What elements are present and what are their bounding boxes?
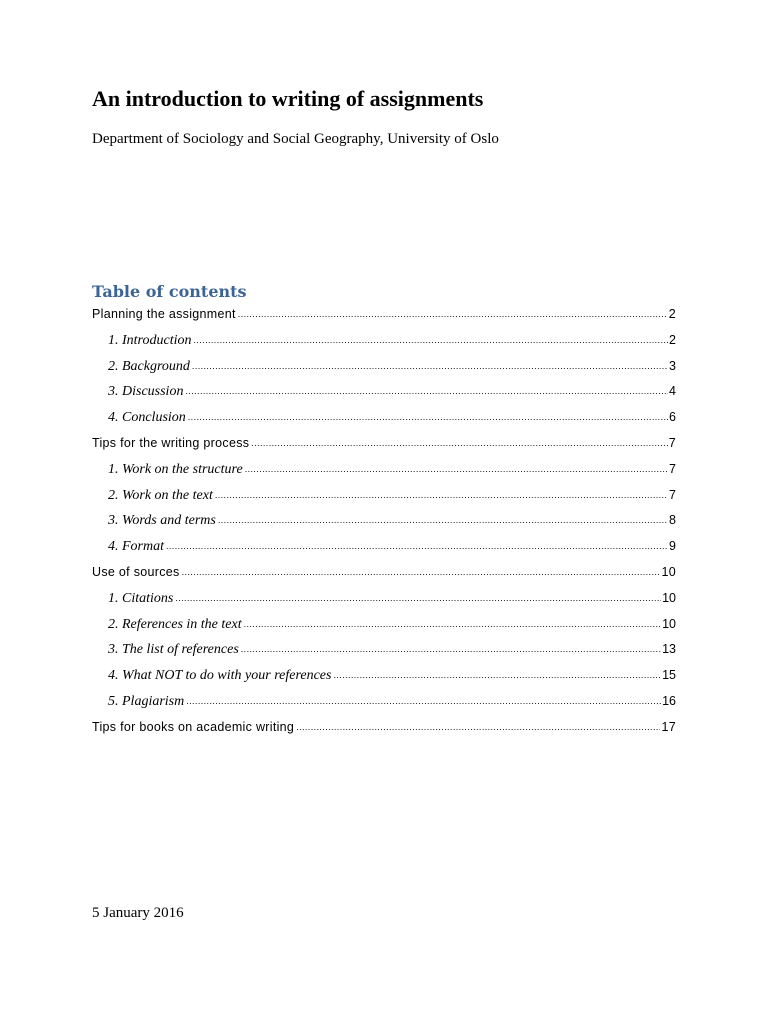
toc-entry[interactable] <box>92 457 676 483</box>
toc-entry-label: 3. Words and terms <box>108 513 216 529</box>
toc-entry-label: Use of sources <box>92 564 180 579</box>
toc-entry-label: 2. References in the text <box>108 616 242 632</box>
toc-page-number: 16 <box>662 693 676 708</box>
toc-entry[interactable] <box>92 612 676 638</box>
toc-entry-label: 2. Work on the text <box>108 487 213 503</box>
toc-page-number: 10 <box>662 616 676 631</box>
toc-page-number: 3 <box>669 358 676 373</box>
toc-entry-label: 1. Work on the structure <box>108 461 243 477</box>
toc-entry[interactable] <box>92 534 676 560</box>
toc-page-number: 10 <box>662 590 676 605</box>
toc-entry-label: Tips for books on academic writing <box>92 719 295 734</box>
toc-dot-leader <box>186 689 661 715</box>
toc-dot-leader <box>218 508 668 534</box>
toc-entry[interactable] <box>92 431 676 457</box>
toc-page-number: 13 <box>662 642 676 657</box>
toc-dot-leader <box>193 328 668 354</box>
toc-entry-label: 4. Format <box>108 539 164 555</box>
toc-entry[interactable] <box>92 560 676 586</box>
toc-dot-leader <box>188 405 668 431</box>
toc-page-number: 17 <box>661 719 676 734</box>
toc-dot-leader <box>251 431 667 457</box>
document-title: An introduction to writing of assignments <box>92 86 484 111</box>
toc-entry-label: 5. Plagiarism <box>108 693 185 709</box>
toc-entry-label: 3. The list of references <box>108 642 239 658</box>
toc-entry[interactable] <box>92 328 676 354</box>
toc-entry-label: 2. Background <box>108 358 190 374</box>
toc-page-number: 6 <box>669 410 676 425</box>
toc-entry[interactable] <box>92 302 676 328</box>
toc-entry[interactable] <box>92 663 676 689</box>
toc-dot-leader <box>238 302 668 328</box>
toc-heading: Table of contents <box>92 282 247 301</box>
toc-page-number: 7 <box>669 487 676 502</box>
toc-entry-label: 3. Discussion <box>108 384 184 400</box>
toc-dot-leader <box>241 637 661 663</box>
toc-entry[interactable] <box>92 354 676 380</box>
toc-entry-label: 4. Conclusion <box>108 410 186 426</box>
toc-dot-leader <box>296 715 660 741</box>
toc-entry[interactable] <box>92 637 676 663</box>
toc-entry[interactable] <box>92 508 676 534</box>
toc-entry[interactable] <box>92 689 676 715</box>
toc-dot-leader <box>182 560 661 586</box>
toc-dot-leader <box>244 612 662 638</box>
toc-dot-leader <box>166 534 668 560</box>
toc-page-number: 2 <box>668 307 676 321</box>
toc-entry-label: Planning the assignment <box>92 307 236 321</box>
toc-dot-leader <box>245 457 668 483</box>
toc-page-number: 8 <box>669 513 676 528</box>
toc-page-number: 4 <box>669 384 676 399</box>
toc-dot-leader <box>333 663 661 689</box>
toc-page-number: 10 <box>661 564 676 579</box>
toc-page-number: 9 <box>669 539 676 554</box>
toc-entry[interactable] <box>92 586 676 612</box>
toc-entry[interactable] <box>92 379 676 405</box>
toc-dot-leader <box>192 354 668 380</box>
toc-entry-label: Tips for the writing process <box>92 435 250 450</box>
toc-entry-label: 1. Citations <box>108 590 174 606</box>
toc-page-number: 15 <box>662 668 676 683</box>
toc-entry-label: 1. Introduction <box>108 332 192 348</box>
toc-page-number: 7 <box>669 461 676 476</box>
toc-page-number: 7 <box>668 435 676 450</box>
toc-page-number: 2 <box>669 332 676 347</box>
document-date: 5 January 2016 <box>92 905 184 921</box>
toc-entry-label: 4. What NOT to do with your references <box>108 668 332 684</box>
toc-entry[interactable] <box>92 405 676 431</box>
document-subtitle: Department of Sociology and Social Geography, University of Oslo <box>92 131 499 147</box>
toc-entry[interactable] <box>92 715 676 741</box>
toc-dot-leader <box>215 483 668 509</box>
toc-entry[interactable] <box>92 483 676 509</box>
table-of-contents <box>92 302 676 741</box>
toc-dot-leader <box>175 586 661 612</box>
toc-dot-leader <box>185 379 668 405</box>
